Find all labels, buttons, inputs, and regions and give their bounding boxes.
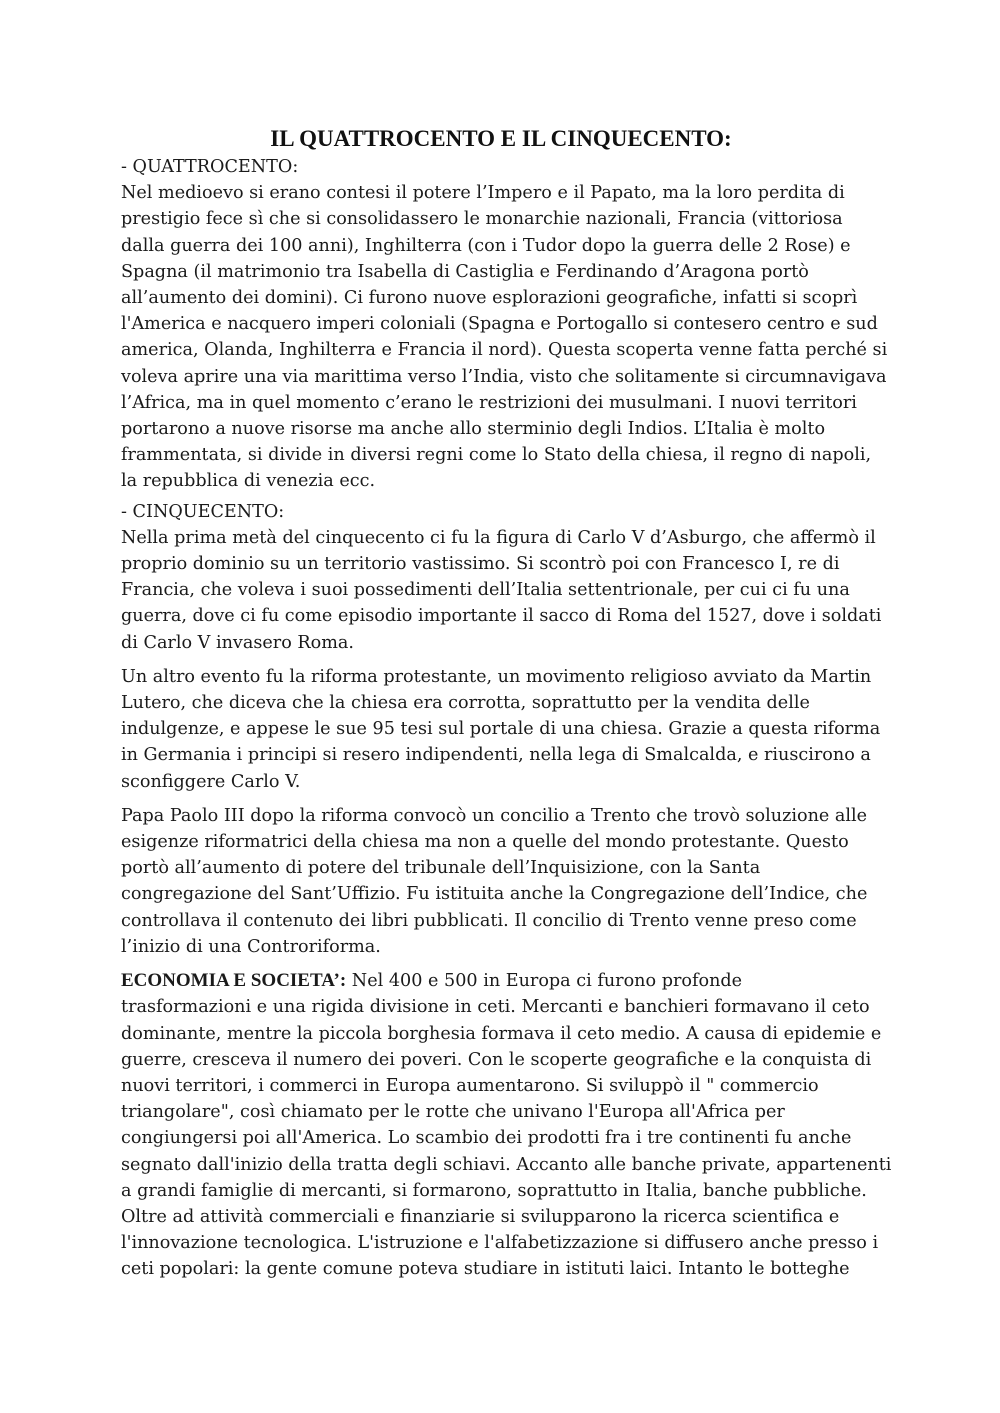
text-run: Nel 400 e 500 in Europa ci furono profonde: [346, 971, 743, 992]
text-line: Papa Paolo III dopo la riforma convocò un concilio a Trento che trovò soluzione alle: [121, 805, 868, 826]
text-line: Oltre ad attività commerciali e finanziarie si svilupparono la ricerca scientifica e: [121, 1206, 840, 1227]
paragraph: [121, 968, 892, 1282]
text-line: dominante, mentre la piccola borghesia formava il ceto medio. A causa di epidemie e: [121, 1023, 882, 1044]
section-quattrocento: [121, 154, 888, 495]
text-line: frammentata, si divide in diversi regni come lo Stato della chiesa, il regno di napoli,: [121, 445, 872, 466]
text-line: l’Africa, ma in quel momento c’erano le restrizioni dei musulmani. I nuovi territori: [121, 392, 857, 413]
paragraph: [121, 525, 881, 656]
text-line: esigenze riformatrici della chiesa ma non a quelle del mondo protestante. Questo: [121, 832, 849, 853]
text-line: trasformazioni e una rigida divisione in ceti. Mercanti e banchieri formavano il ceto: [121, 997, 870, 1018]
text-line: sconfiggere Carlo V.: [121, 771, 301, 792]
section-economia: [121, 968, 892, 1282]
text-line: la repubblica di venezia ecc.: [121, 471, 376, 492]
text-line: l'America e nacquero imperi coloniali (Spagna e Portogallo si contesero centro e sud: [121, 314, 878, 335]
text-line: nuovi territori, i commerci in Europa aumentarono. Si sviluppò il " commercio: [121, 1075, 819, 1096]
text-line: proprio dominio su un territorio vastissimo. Si scontrò poi con Francesco I, re di: [121, 554, 840, 575]
text-line: in Germania i principi si resero indipendenti, nella lega di Smalcalda, e riuscirono a: [121, 745, 871, 766]
document-title: IL QUATTROCENTO E IL CINQUECENTO:: [270, 126, 732, 151]
text-line: guerre, cresceva il numero dei poveri. Con le scoperte geografiche e la conquista di: [121, 1049, 872, 1070]
paragraph: [121, 803, 881, 960]
text-line: Lutero, che diceva che la chiesa era corrotta, soprattutto per la vendita delle: [121, 693, 810, 714]
document-page: [121, 124, 892, 1283]
text-line: Spagna (il matrimonio tra Isabella di Castiglia e Ferdinando d’Aragona portò: [121, 261, 809, 282]
text-line: congiungersi poi all'America. Lo scambio dei prodotti fra i tre continenti fu anche: [121, 1128, 852, 1149]
text-line: prestigio fece sì che si consolidassero le monarchie nazionali, Francia (vittoriosa: [121, 209, 843, 230]
section-label: ECONOMIA E SOCIETA’:: [121, 970, 347, 992]
text-line: Francia, che voleva i suoi possedimenti dell’Italia settentrionale, per cui ci fu una: [121, 580, 850, 601]
text-line: triangolare", così chiamato per le rotte che univano l'Europa all'Africa per: [121, 1102, 785, 1123]
text-line: Nella prima metà del cinquecento ci fu la figura di Carlo V d’Asburgo, che affermò il: [121, 527, 876, 548]
section-heading: - CINQUECENTO:: [121, 501, 285, 522]
text-line: controllava il contenuto dei libri pubblicati. Il concilio di Trento venne preso come: [121, 910, 857, 931]
section-heading: - QUATTROCENTO:: [121, 157, 299, 177]
text-line: portarono a nuove risorse ma anche allo sterminio degli Indios. L’Italia è molto: [121, 419, 826, 440]
text-line: dalla guerra dei 100 anni), Inghilterra (con i Tudor dopo la guerra delle 2 Rose) e: [121, 235, 851, 256]
text-line: Nel medioevo si erano contesi il potere l’Impero e il Papato, ma la loro perdita di: [121, 183, 845, 204]
text-line: l'innovazione tecnologica. L'istruzione e l'alfabetizzazione si diffusero anche presso i: [121, 1233, 879, 1254]
text-line: voleva aprire una via marittima verso l’India, visto che solitamente si circumnavigava: [121, 366, 887, 387]
text-line: ceti popolari: la gente comune poteva studiare in istituti laici. Intanto le botteghe: [121, 1259, 850, 1280]
text-line: a grandi famiglie di mercanti, si formarono, soprattutto in Italia, banche pubbliche.: [121, 1180, 867, 1201]
text-line: indulgenze, e appese le sue 95 tesi sul portale di una chiesa. Grazie a questa riforma: [121, 719, 881, 740]
paragraph: [121, 180, 888, 494]
section-cinquecento: [121, 499, 881, 960]
text-line: [121, 968, 881, 994]
text-line: congregazione del Sant’Uffizio. Fu istituita anche la Congregazione dell’Indice, che: [121, 884, 868, 905]
paragraph: [121, 664, 881, 795]
text-line: america, Olanda, Inghilterra e Francia il nord). Questa scoperta venne fatta perché si: [121, 340, 888, 361]
text-line: l’inizio di una Controriforma.: [121, 936, 381, 957]
text-line: guerra, dove ci fu come episodio importante il sacco di Roma del 1527, dove i soldati: [121, 606, 882, 627]
text-line: portò all’aumento di potere del tribunale dell’Inquisizione, con la Santa: [121, 858, 761, 879]
text-line: di Carlo V invasero Roma.: [121, 632, 354, 653]
text-line: all’aumento dei domini). Ci furono nuove esplorazioni geografiche, infatti si scoprì: [121, 288, 858, 309]
text-line: Un altro evento fu la riforma protestante, un movimento religioso avviato da Martin: [121, 666, 872, 687]
text-line: segnato dall'inizio della tratta degli schiavi. Accanto alle banche private, appartenenti: [121, 1154, 892, 1175]
